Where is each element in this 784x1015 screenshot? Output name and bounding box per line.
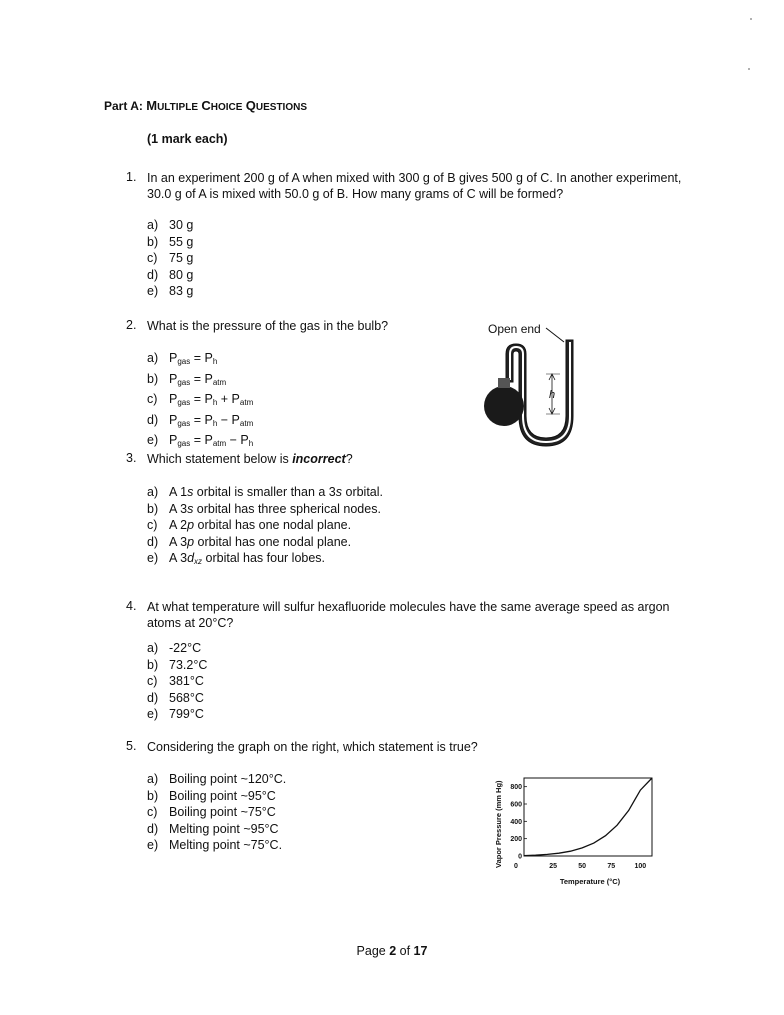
answer-option xyxy=(147,234,193,251)
marks-note: (1 mark each) xyxy=(147,132,228,146)
option-label: a) xyxy=(147,485,159,499)
question-text: In an experiment 200 g of A when mixed with 300 g of B gives 500 g of C. In another experiment, 30.0 g of A is mixed with 50.0 g of B. How many grams of C will be formed? xyxy=(147,171,682,201)
vapor-pressure-chart xyxy=(488,768,668,896)
option-list xyxy=(147,640,207,723)
answer-option xyxy=(147,283,193,300)
question-emphasis: incorrect xyxy=(292,452,346,466)
option-text: Boiling point ~75°C xyxy=(169,805,276,819)
option-text: 568°C xyxy=(169,690,204,705)
option-label: a) xyxy=(147,772,159,786)
option-text: $P_{gas} = P_h - P_{atm}$ xyxy=(169,412,254,428)
option-text: 80 g xyxy=(169,267,194,282)
x-tick-label: 75 xyxy=(607,863,616,870)
plot-frame xyxy=(524,778,652,856)
scan-speck xyxy=(750,18,752,20)
answer-option xyxy=(147,371,253,392)
page-number: 2 xyxy=(389,944,397,958)
question-number: 4. xyxy=(126,599,137,613)
answer-option xyxy=(147,821,286,838)
option-text: 30 g xyxy=(169,218,194,232)
option-text: $P_{gas} = P_h + P_{atm}$ xyxy=(169,392,254,407)
x-axis-label: Temperature (°C) xyxy=(559,877,621,886)
h-label: h xyxy=(548,389,556,401)
answer-option xyxy=(147,837,286,854)
question-text xyxy=(147,451,353,467)
manometer-figure xyxy=(480,318,590,448)
option-text: Boiling point ~120°C. xyxy=(169,772,287,786)
option-list xyxy=(147,771,286,854)
option-text: Melting point ~95°C xyxy=(169,821,279,836)
option-text: 381°C xyxy=(169,674,204,688)
section-prefix: Part A: xyxy=(104,99,147,113)
x-tick-label: 25 xyxy=(549,863,557,870)
option-label: e) xyxy=(147,284,159,298)
option-label: b) xyxy=(147,788,159,803)
question-text: At what temperature will sulfur hexafluoride molecules have the same average speed as argon atoms at 20°C? xyxy=(147,600,670,630)
y-tick-label: 600 xyxy=(510,801,522,809)
option-text: A 3s orbital has three spherical nodes. xyxy=(169,501,381,516)
vapor-pressure-curve xyxy=(524,778,652,856)
gas-bulb xyxy=(484,386,524,426)
option-label: b) xyxy=(147,234,159,249)
y-tick-label: 0 xyxy=(518,853,522,861)
answer-option xyxy=(147,350,253,371)
option-text: Boiling point ~95°C xyxy=(169,788,276,803)
option-text: A 2p orbital has one nodal plane. xyxy=(169,518,352,532)
answer-option xyxy=(147,640,207,657)
answer-option xyxy=(147,412,253,433)
question-number: 1. xyxy=(126,170,137,184)
option-text: $P_{gas} = P_{atm}$ xyxy=(169,371,227,387)
y-tick-label: 200 xyxy=(510,836,522,844)
page-total: 17 xyxy=(413,944,428,958)
option-list xyxy=(147,217,193,300)
answer-option xyxy=(147,657,207,674)
y-tick-label: 800 xyxy=(510,784,522,792)
option-label: e) xyxy=(147,433,159,447)
answer-option xyxy=(147,501,383,518)
option-text: A 3p orbital has one nodal plane. xyxy=(169,534,352,549)
question-number: 5. xyxy=(126,739,137,753)
option-label: b) xyxy=(147,657,159,672)
option-label: d) xyxy=(147,821,159,836)
answer-option xyxy=(147,706,207,723)
question-number: 2. xyxy=(126,318,137,332)
option-text: A $3d_{xz}$ orbital has four lobes. xyxy=(169,551,326,566)
option-label: e) xyxy=(147,551,159,565)
option-label: c) xyxy=(147,251,158,265)
footer-middle: of xyxy=(396,944,414,958)
option-text: 83 g xyxy=(169,284,194,298)
option-label: c) xyxy=(147,392,158,406)
option-label: a) xyxy=(147,641,159,655)
option-list xyxy=(147,484,383,571)
question-text-after: ? xyxy=(345,452,353,466)
answer-option xyxy=(147,771,286,788)
option-label: a) xyxy=(147,218,159,232)
option-label: d) xyxy=(147,267,159,282)
x-tick-label: 0 xyxy=(514,863,518,870)
x-tick-label: 100 xyxy=(634,863,647,870)
answer-option xyxy=(147,484,383,501)
option-text: $P_{gas} = P_{atm} - P_h$ xyxy=(169,433,254,448)
section-title xyxy=(104,98,307,113)
open-end-label: Open end xyxy=(488,322,541,336)
answer-option xyxy=(147,534,383,551)
answer-option xyxy=(147,690,207,707)
page-footer xyxy=(0,944,784,958)
answer-option xyxy=(147,267,193,284)
section-title-text: MULTIPLE CHOICE QUESTIONS xyxy=(146,98,308,113)
option-label: c) xyxy=(147,518,158,532)
option-label: b) xyxy=(147,501,159,516)
x-tick-label: 50 xyxy=(578,863,587,870)
option-text: 799°C xyxy=(169,707,204,721)
answer-option xyxy=(147,550,383,571)
option-text: Melting point ~75°C. xyxy=(169,838,283,852)
option-text: 75 g xyxy=(169,251,194,265)
answer-option xyxy=(147,217,193,234)
option-label: b) xyxy=(147,371,159,386)
open-end-pointer xyxy=(546,328,564,342)
option-label: d) xyxy=(147,690,159,705)
option-text: $P_{gas} = P_h$ xyxy=(169,351,218,366)
question-text: What is the pressure of the gas in the bulb? xyxy=(147,319,389,333)
option-list xyxy=(147,350,253,453)
answer-option xyxy=(147,432,253,453)
answer-option xyxy=(147,391,253,412)
option-label: a) xyxy=(147,351,159,365)
footer-prefix: Page xyxy=(356,944,390,958)
y-axis-label: Vapor Pressure (mm Hg) xyxy=(494,780,503,868)
x-ticks xyxy=(514,863,646,870)
option-label: e) xyxy=(147,707,159,721)
answer-option xyxy=(147,673,207,690)
option-text: A 1s orbital is smaller than a 3s orbital. xyxy=(169,485,384,499)
option-text: 73.2°C xyxy=(169,657,208,672)
answer-option xyxy=(147,250,193,267)
answer-option xyxy=(147,804,286,821)
option-label: e) xyxy=(147,838,159,852)
option-text: -22°C xyxy=(169,641,202,655)
question-text-before: Which statement below is xyxy=(147,452,293,466)
y-tick-label: 400 xyxy=(510,818,522,826)
question-number: 3. xyxy=(126,451,137,465)
answer-option xyxy=(147,788,286,805)
scan-speck xyxy=(748,68,750,70)
option-label: c) xyxy=(147,805,158,819)
option-text: 55 g xyxy=(169,234,194,249)
question-text: Considering the graph on the right, which statement is true? xyxy=(147,740,478,754)
bulb-neck xyxy=(498,378,510,388)
answer-option xyxy=(147,517,383,534)
option-label: d) xyxy=(147,534,159,549)
option-label: d) xyxy=(147,412,159,427)
option-label: c) xyxy=(147,674,158,688)
